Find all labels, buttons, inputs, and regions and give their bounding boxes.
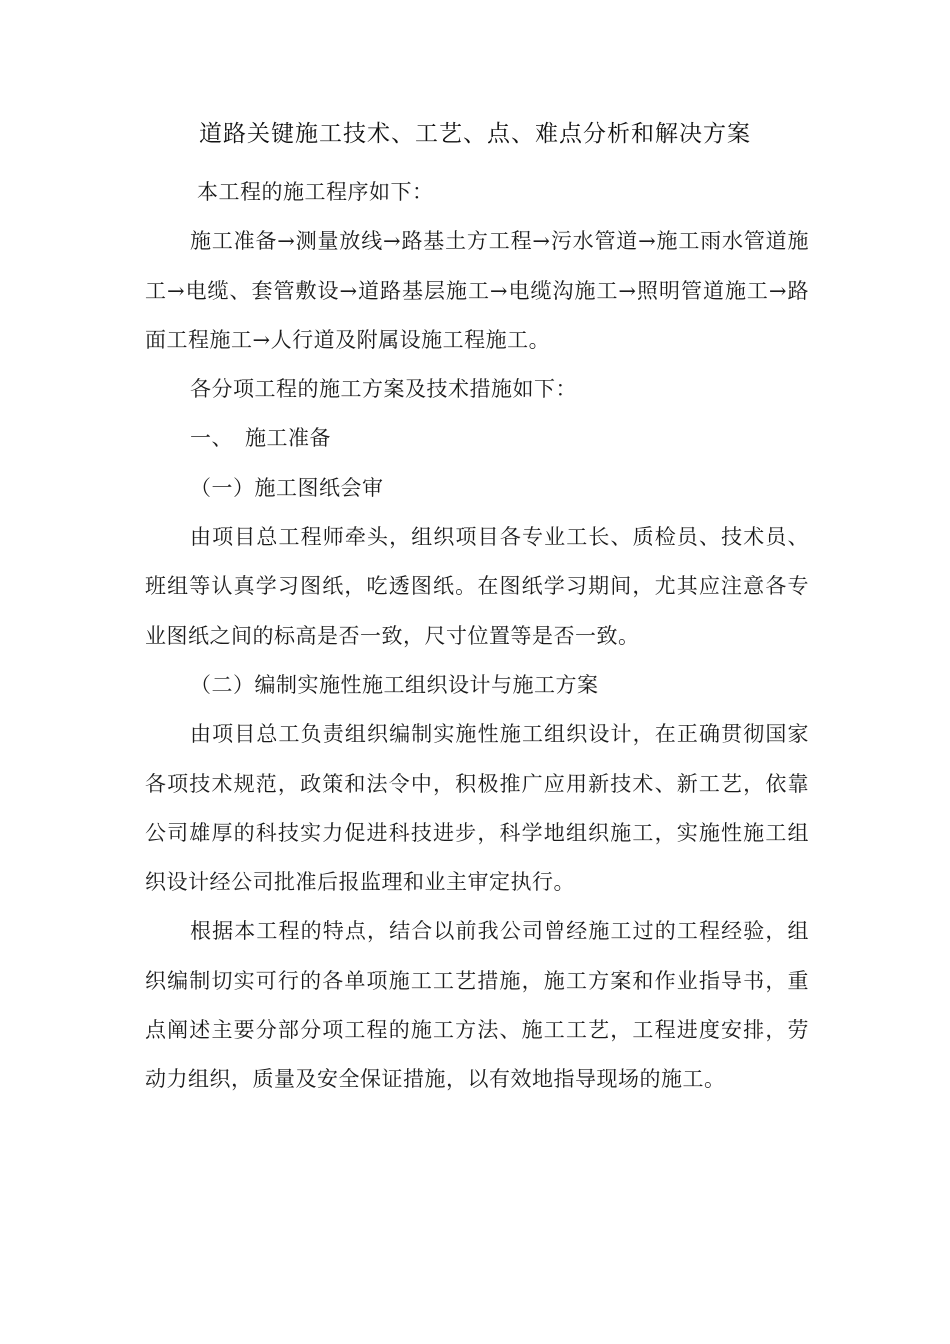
subsection-heading-construction-design: （二）编制实施性施工组织设计与施工方案 xyxy=(190,672,599,697)
paragraph-sequence: 施工准备→测量放线→路基土方工程→污水管道→施工雨水管道施工→电缆、套管敷设→道路基层施工→电缆沟施工→照明管道施工→路面工程施工→人行道及附属设施工程施工。 xyxy=(145,229,809,352)
paragraph-measures-intro: 各分项工程的施工方案及技术措施如下： xyxy=(190,377,577,402)
document-body xyxy=(145,168,809,1105)
paragraph-project-features: 根据本工程的特点，结合以前我公司曾经施工过的工程经验，组织编制切实可行的各单项施工工艺措施，施工方案和作业指导书，重点阐述主要分部分项工程的施工方法、施工工艺，工程进度安排，劳动力组织，质量及安全保证措施，以有效地指导现场的施工。 xyxy=(145,919,809,1092)
document-title: 道路关键施工技术、工艺、点、难点分析和解决方案 xyxy=(199,121,751,147)
section-heading-preparation xyxy=(145,414,809,463)
paragraph-construction-design: 由项目总工负责组织编制实施性施工组织设计，在正确贯彻国家各项技术规范，政策和法令中，积极推广应用新技术、新工艺，依靠公司雄厚的科技实力促进科技进步，科学地组织施工，实施性施工组织设计经公司批准后报监理和业主审定执行。 xyxy=(145,722,809,895)
section-heading-text: 施工准备 xyxy=(245,426,331,451)
subsection-heading-drawing-review: （一）施工图纸会审 xyxy=(190,475,384,500)
section-number: 一、 xyxy=(190,426,233,451)
paragraph-intro: 本工程的施工程序如下： xyxy=(197,180,434,204)
paragraph-drawing-review: 由项目总工程师牵头，组织项目各专业工长、质检员、技术员、班组等认真学习图纸，吃透图纸。在图纸学习期间，尤其应注意各专业图纸之间的标高是否一致，尺寸位置等是否一致。 xyxy=(145,525,809,648)
